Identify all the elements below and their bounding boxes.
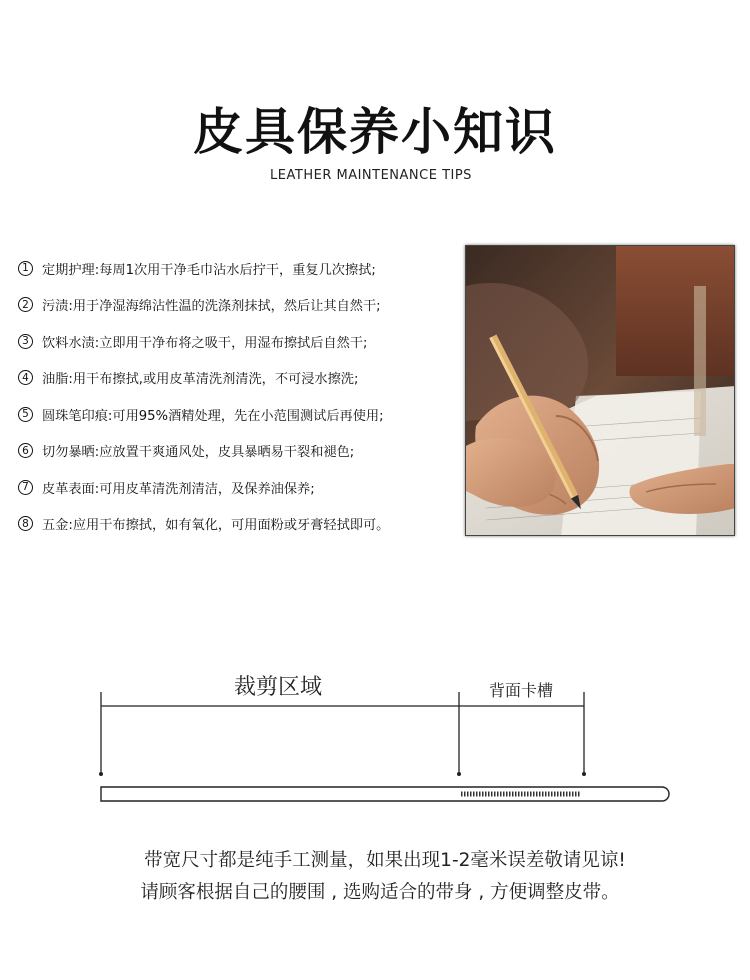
tip-item [18, 506, 463, 543]
tip-item [18, 250, 463, 287]
page-title: 皮具保养小知识 [193, 103, 557, 161]
tip-item [18, 323, 463, 360]
tip-item [18, 396, 463, 433]
back-slot-label: 背面卡槽 [488, 681, 553, 700]
middle-bracket-dot [457, 772, 461, 776]
tip-item [18, 360, 463, 397]
left-bracket-dot [99, 772, 103, 776]
tips-list [18, 250, 463, 542]
size-advice-note: 请顾客根据自己的腰围 , 选购适合的带身 , 方便调整皮带。 [140, 882, 620, 903]
tip-text: 污渍:用于净湿海绵沾性温的洗涤剂抹拭，然后让其自然干; [42, 299, 381, 315]
tip-text: 圆珠笔印痕:可用95%酒精处理，先在小范围测试后再使用; [42, 408, 384, 424]
tip-number: 5 [18, 407, 33, 422]
tip-text: 切勿暴晒:应放置干爽通风处，皮具暴晒易干裂和褪色; [42, 445, 355, 461]
tip-number: 3 [18, 334, 33, 349]
page-subtitle: LEATHER MAINTENANCE TIPS [270, 168, 472, 183]
tip-text: 皮革表面:可用皮革清洗剂清洁，及保养油保养; [42, 481, 315, 497]
tip-number: 8 [18, 516, 33, 531]
belt-strap-shape [101, 787, 669, 801]
tip-text: 定期护理:每周1次用干净毛巾沾水后拧干，重复几次擦拭; [42, 262, 376, 278]
belt-diagram [0, 640, 750, 820]
tip-text: 油脂:用干布擦拭,或用皮革清洗剂清洗，不可浸水擦洗; [42, 372, 359, 388]
tip-number: 2 [18, 297, 33, 312]
tip-number: 4 [18, 370, 33, 385]
measurement-note: 带宽尺寸都是纯手工测量，如果出现1-2毫米误差敬请见谅! [144, 850, 626, 871]
right-bracket-dot [582, 772, 586, 776]
belt-diagram-lines [0, 640, 750, 820]
leather-craft-photo [465, 245, 735, 536]
tip-number: 6 [18, 443, 33, 458]
tip-text: 饮料水渍:立即用干净布将之吸干，用湿布擦拭后自然干; [42, 335, 368, 351]
cut-area-label: 裁剪区域 [233, 675, 322, 700]
tip-item [18, 469, 463, 506]
tip-number: 1 [18, 261, 33, 276]
tip-text: 五金:应用干布擦拭，如有氧化，可用面粉或牙膏轻拭即可。 [42, 518, 390, 534]
tip-number: 7 [18, 480, 33, 495]
photo-illustration [466, 246, 735, 536]
tip-item [18, 287, 463, 324]
tip-item [18, 433, 463, 470]
